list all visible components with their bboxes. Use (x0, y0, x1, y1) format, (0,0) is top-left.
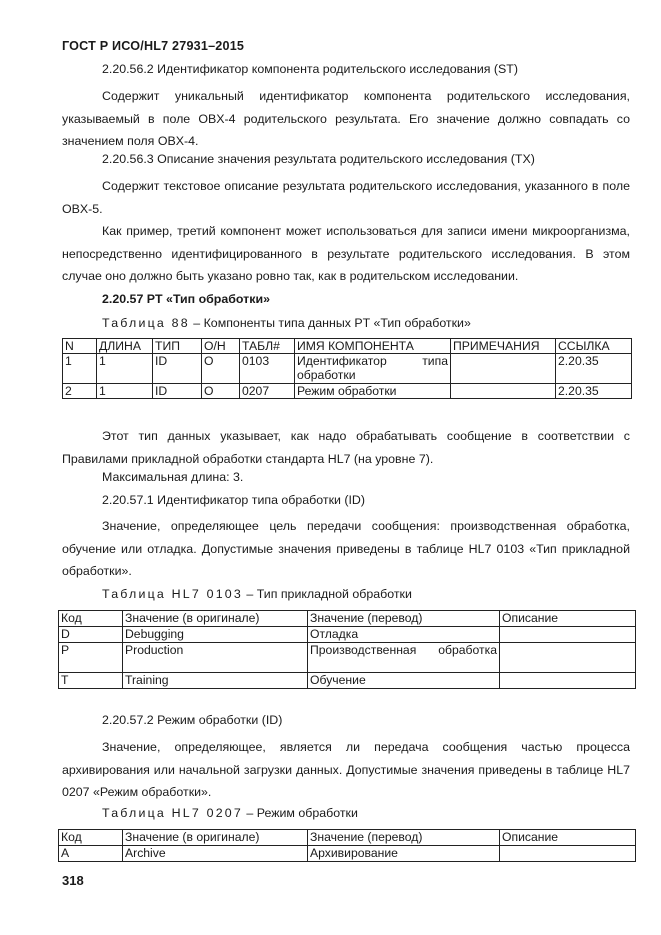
table-0207-caption-prefix: Таблица HL7 0207 (102, 806, 243, 820)
table-cell (500, 846, 636, 862)
table-cell: Режим обработки (295, 384, 451, 399)
table-row (59, 673, 636, 689)
table-0207-header: Значение (в оригинале) (123, 830, 308, 846)
table-88-caption-text: – Компоненты типа данных PT «Тип обработки» (189, 316, 471, 330)
table-cell: Архивирование (308, 846, 500, 862)
table-cell: Archive (123, 846, 308, 862)
table-cell: 1 (63, 354, 97, 384)
section-2-20-56-2-body: Содержит уникальный идентификатор компонента родительского исследования, указываемый в поле OBX-4 родительского результата. Его значение должно совпадать со значением поля OBX-4. (62, 89, 630, 149)
table-0207-header-row (59, 830, 636, 846)
section-2-20-56-2-title: 2.20.56.2 Идентификатор компонента родительского исследования (ST) (102, 62, 518, 76)
table-0207-caption (102, 806, 358, 820)
table-cell: A (59, 846, 123, 862)
table-cell (500, 673, 636, 689)
table-row (59, 846, 636, 862)
table-cell: ID (153, 384, 202, 399)
table-cell: P (59, 643, 123, 673)
table-0103-caption-text: – Тип прикладной обработки (242, 587, 412, 601)
table-88-header: ПРИМЕЧАНИЯ (451, 339, 556, 354)
table-cell (500, 643, 636, 673)
table-row (59, 627, 636, 643)
table-0207-header: Значение (перевод) (308, 830, 500, 846)
table-cell: ID (153, 354, 202, 384)
table-88-header: N (63, 339, 97, 354)
table-cell: D (59, 627, 123, 643)
table-88-header: ДЛИНА (97, 339, 153, 354)
table-cell: 2 (63, 384, 97, 399)
table-0207-header: Описание (500, 830, 636, 846)
section-2-20-57-1-body: Значение, определяющее цель передачи сообщения: производственная обработка, обучение или отладка. Допустимые значения приведены в таблице HL7 0103 «Тип прикладной обработки». (62, 519, 630, 579)
table-0103-caption-prefix: Таблица HL7 0103 (102, 587, 243, 601)
table-0103-header: Значение (в оригинале) (123, 611, 308, 627)
table-cell: 2.20.35 (556, 354, 632, 384)
table-cell: Production (123, 643, 308, 673)
table-88-header: О/Н (202, 339, 240, 354)
table-cell: Идентификатор типа обработки (295, 354, 451, 384)
table-0207 (58, 829, 636, 862)
table-cell: Debugging (123, 627, 308, 643)
table-0103-caption (102, 587, 412, 601)
table-0103-header-row (59, 611, 636, 627)
section-2-20-56-3-title: 2.20.56.3 Описание значения результата родительского исследования (TX) (102, 152, 535, 166)
table-cell (500, 627, 636, 643)
table-cell: T (59, 673, 123, 689)
table-0103-header: Код (59, 611, 123, 627)
table-cell: O (202, 354, 240, 384)
section-2-20-57-2-title: 2.20.57.2 Режим обработки (ID) (102, 713, 283, 727)
table-88-header-row (63, 339, 632, 354)
table-0207-caption-text: – Режим обработки (242, 806, 358, 820)
table-88-header: ИМЯ КОМПОНЕНТА (295, 339, 451, 354)
table-cell (451, 384, 556, 399)
table-0207-header: Код (59, 830, 123, 846)
table-88-caption-prefix: Таблица 88 (102, 316, 190, 330)
table-cell: Производственная обработка (308, 643, 500, 673)
table-0103-header: Значение (перевод) (308, 611, 500, 627)
section-2-20-57-title: 2.20.57 PT «Тип обработки» (102, 292, 270, 306)
table-row (63, 384, 632, 399)
table-cell: 1 (97, 384, 153, 399)
table-88-caption (102, 316, 471, 330)
table-88 (62, 338, 632, 399)
table-cell: 0207 (240, 384, 295, 399)
table-row (59, 643, 636, 673)
table-88-header: ССЫЛКА (556, 339, 632, 354)
section-2-20-57-2-body: Значение, определяющее, является ли передача сообщения частью процесса архивирования или начальной загрузки данных. Допустимые значения приведены в таблице HL7 0207 «Режим обработки». (62, 740, 630, 800)
table-88-header: ТАБЛ# (240, 339, 295, 354)
table-cell: Training (123, 673, 308, 689)
table-cell: 2.20.35 (556, 384, 632, 399)
section-2-20-57-body: Этот тип данных указывает, как надо обрабатывать сообщение в соответствии с Правилами прикладной обработки стандарта HL7 (на уровне 7). (62, 429, 630, 466)
max-length: Максимальная длина: 3. (102, 470, 244, 484)
table-cell: O (202, 384, 240, 399)
section-2-20-56-3-body: Содержит текстовое описание результата родительского исследования, указанного в поле OBX-5. (62, 179, 630, 216)
document-header: ГОСТ Р ИСО/HL7 27931–2015 (62, 39, 245, 53)
section-2-20-56-3-example: Как пример, третий компонент может использоваться для записи имени микроорганизма, непосредственно идентифицированного в результате родительского исследования. В этом случае оно должно быть указано ровно так, как в родительском исследовании. (62, 224, 630, 284)
table-0103-header: Описание (500, 611, 636, 627)
table-cell: Отладка (308, 627, 500, 643)
table-0103 (58, 610, 636, 689)
table-88-header: ТИП (153, 339, 202, 354)
table-row (63, 354, 632, 384)
table-cell: Обучение (308, 673, 500, 689)
section-2-20-57-1-title: 2.20.57.1 Идентификатор типа обработки (ID) (102, 493, 365, 507)
table-cell (451, 354, 556, 384)
table-cell: 0103 (240, 354, 295, 384)
table-cell: 1 (97, 354, 153, 384)
page-number: 318 (62, 873, 84, 888)
